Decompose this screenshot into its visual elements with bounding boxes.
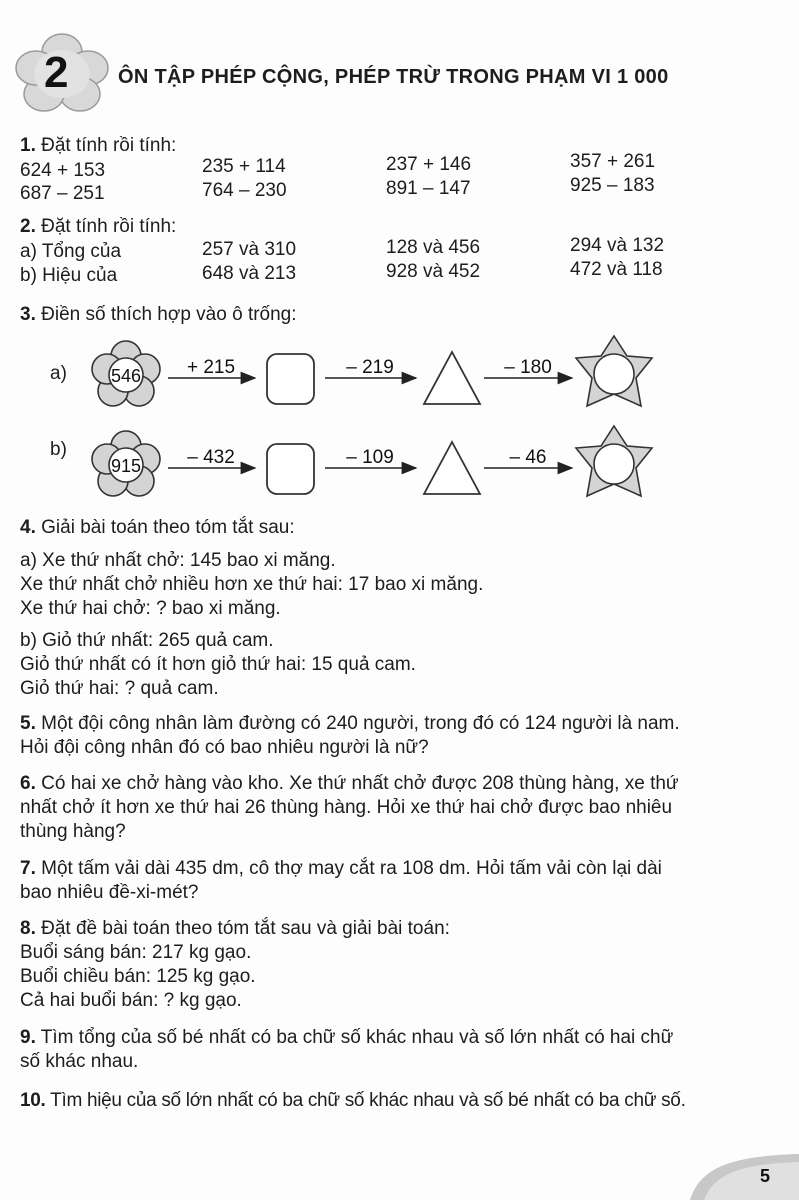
ex3b-label: b) xyxy=(50,439,67,460)
ex3b-op2: – 109 xyxy=(346,447,394,468)
answer-triangle[interactable] xyxy=(424,352,480,404)
ex2-heading: 2. Đặt tính rồi tính: xyxy=(20,216,177,237)
ex3b-op1: – 432 xyxy=(187,447,235,468)
ex1-cell: 687 – 251 xyxy=(20,183,105,204)
answer-star[interactable] xyxy=(576,426,652,496)
ex4b-line: b) Giỏ thứ nhất: 265 quả cam. xyxy=(20,630,274,651)
answer-box[interactable] xyxy=(267,354,314,404)
ex3b-op3: – 46 xyxy=(509,447,547,468)
ex5-line: Hỏi đội công nhân đó có bao nhiêu người là nữ? xyxy=(20,737,429,758)
ex2-cell: 648 và 213 xyxy=(202,263,297,284)
ex3a-op2: – 219 xyxy=(346,357,394,378)
ex2-cell: a) Tổng của xyxy=(20,241,122,262)
ex4-heading: 4. Giải bài toán theo tóm tắt sau: xyxy=(20,517,295,538)
ex3b-diagram xyxy=(0,420,799,530)
ex8-line: Cả hai buổi bán: ? kg gạo. xyxy=(20,990,242,1011)
ex7-line: bao nhiêu đề-xi-mét? xyxy=(20,882,199,903)
ex4a-line: Xe thứ hai chở: ? bao xi măng. xyxy=(20,598,281,619)
ex3b-start-value: 915 xyxy=(110,456,142,476)
ex6-line: thùng hàng? xyxy=(20,821,126,842)
ex8-line: 8. Đặt đề bài toán theo tóm tắt sau và giải bài toán: xyxy=(20,918,450,939)
ex1-cell: 624 + 153 xyxy=(20,160,106,181)
answer-star[interactable] xyxy=(576,336,652,406)
answer-triangle[interactable] xyxy=(424,442,480,494)
ex1-cell: 925 – 183 xyxy=(570,175,655,196)
lesson-number: 2 xyxy=(44,48,69,97)
ex4b-line: Giỏ thứ hai: ? quả cam. xyxy=(20,678,219,699)
ex2-cell: 472 và 118 xyxy=(570,259,663,280)
ex2-cell: 928 và 452 xyxy=(386,261,481,282)
ex8-line: Buổi chiều bán: 125 kg gạo. xyxy=(20,966,256,987)
ex1-cell: 764 – 230 xyxy=(202,180,287,201)
ex2-cell: b) Hiệu của xyxy=(20,265,118,286)
ex9-line: 9. Tìm tổng của số bé nhất có ba chữ số khác nhau và số lớn nhất có hai chữ xyxy=(20,1027,674,1048)
ex1-cell: 235 + 114 xyxy=(202,156,286,177)
ex3a-label: a) xyxy=(50,363,67,384)
page-corner-tab xyxy=(670,1150,799,1200)
ex1-cell: 357 + 261 xyxy=(570,151,656,172)
page-number: 5 xyxy=(760,1166,771,1186)
ex4a-line: a) Xe thứ nhất chở: 145 bao xi măng. xyxy=(20,550,336,571)
ex3a-op3: – 180 xyxy=(504,357,552,378)
ex9-line: số khác nhau. xyxy=(20,1051,139,1072)
ex8-line: Buổi sáng bán: 217 kg gạo. xyxy=(20,942,252,963)
ex3a-op1: + 215 xyxy=(186,357,236,378)
ex1-heading: 1. Đặt tính rồi tính: xyxy=(20,135,177,156)
ex6-line: 6. Có hai xe chở hàng vào kho. Xe thứ nhất chở được 208 thùng hàng, xe thứ xyxy=(20,773,679,794)
ex2-cell: 128 và 456 xyxy=(386,237,481,258)
ex3-heading: 3. Điền số thích hợp vào ô trống: xyxy=(20,304,297,325)
ex1-cell: 237 + 146 xyxy=(386,154,472,175)
ex1-cell: 891 – 147 xyxy=(386,178,471,199)
ex3a-start-value: 546 xyxy=(110,366,142,386)
ex10-line: 10. Tìm hiệu của số lớn nhất có ba chữ số khác nhau và số bé nhất có ba chữ số. xyxy=(20,1090,686,1111)
ex5-line: 5. Một đội công nhân làm đường có 240 người, trong đó có 124 người là nam. xyxy=(20,713,680,734)
page-title: ÔN TẬP PHÉP CỘNG, PHÉP TRỪ TRONG PHẠM VI 1 000 xyxy=(118,66,669,88)
ex4a-line: Xe thứ nhất chở nhiều hơn xe thứ hai: 17 bao xi măng. xyxy=(20,574,484,595)
ex6-line: nhất chở ít hơn xe thứ hai 26 thùng hàng. Hỏi xe thứ hai chở được bao nhiêu xyxy=(20,797,673,818)
answer-box[interactable] xyxy=(267,444,314,494)
ex2-cell: 257 và 310 xyxy=(202,239,297,260)
ex4b-line: Giỏ thứ nhất có ít hơn giỏ thứ hai: 15 quả cam. xyxy=(20,654,416,675)
ex7-line: 7. Một tấm vải dài 435 dm, cô thợ may cắt ra 108 dm. Hỏi tấm vải còn lại dài xyxy=(20,858,662,879)
ex2-cell: 294 và 132 xyxy=(570,235,665,256)
